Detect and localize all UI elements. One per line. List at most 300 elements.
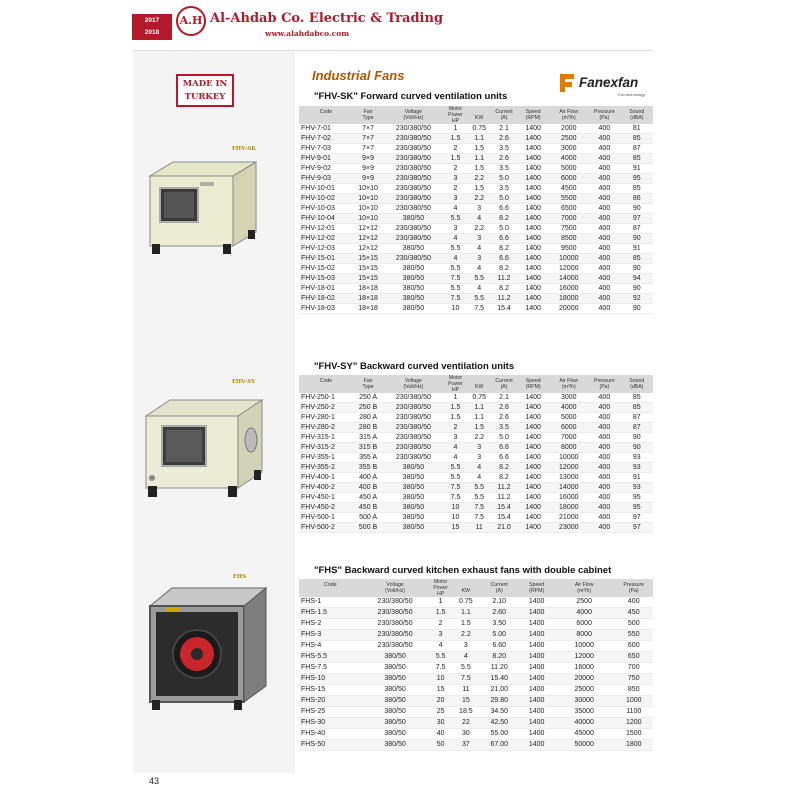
fanexfan-wordmark: Fanexfan [579,75,639,90]
table-cell: 3 [467,453,491,463]
table-cell: 85 [621,154,653,164]
table-cell: 1000 [615,696,653,707]
table-cell: 87 [621,144,653,154]
column-header [444,375,468,393]
column-header-line: Motor Power [433,579,448,591]
table-cell: 1.5 [444,413,468,423]
table-cell: 230/380/50 [383,234,443,244]
table-cell: FHV-400-1 [299,473,353,483]
table-row [299,413,653,423]
table-cell: 45000 [554,729,615,740]
table-row [299,652,653,663]
table-cell: 1400 [517,443,549,453]
table-cell: 3 [453,641,479,652]
table-cell: FHS-5.5 [299,652,362,663]
table-cell: 1400 [519,608,553,619]
table-cell: 400 [588,294,620,304]
table-cell: FHS-1 [299,597,362,608]
table-cell: FHV-15-02 [299,264,353,274]
table-cell: 7.5 [467,503,491,513]
table-cell: 400 [588,274,620,284]
fhs-unit-image [140,578,272,714]
table-cell: 4 [467,244,491,254]
table-cell: 1.5 [444,403,468,413]
table-cell: 2 [444,423,468,433]
column-header-line: Speed [529,582,545,588]
table-cell: 1 [444,393,468,403]
column-header-line: (Volt/Hz) [385,588,406,594]
table-cell: 2.2 [467,224,491,234]
table-cell: 1.1 [467,403,491,413]
column-header-line: (Pa) [599,115,610,121]
table-cell: 5.5 [467,483,491,493]
table-cell: 5.0 [491,194,517,204]
table-cell: 90 [621,264,653,274]
table-cell: 4 [467,473,491,483]
table-cell: 230/380/50 [383,224,443,234]
table-cell: 93 [621,463,653,473]
table-cell: 230/380/50 [362,608,429,619]
table-cell: FHV-10-03 [299,204,353,214]
column-header-line: Current [495,378,513,384]
year-badge [132,14,172,40]
table-cell: FHS-3 [299,630,362,641]
table-cell: 5.5 [467,274,491,284]
table-cell: 18×18 [353,284,383,294]
table-cell: 40000 [554,718,615,729]
table-cell: 315 B [353,443,383,453]
table-cell: 7.5 [444,493,468,503]
table-cell: 1.5 [444,134,468,144]
table-cell: 400 [588,154,620,164]
table-cell: 1400 [519,696,553,707]
table-row [299,423,653,433]
table-cell: 230/380/50 [383,254,443,264]
table-cell: 91 [621,244,653,254]
table-cell: 97 [621,513,653,523]
fhv-sy-spec-table [299,375,653,533]
table-cell: 1.5 [467,164,491,174]
table-cell: 14000 [549,274,588,284]
table-cell: 230/380/50 [383,413,443,423]
table-cell: 5.00 [479,630,519,641]
table-cell: 10 [428,674,452,685]
section-title: Industrial Fans [312,68,405,83]
table-cell: 380/50 [362,740,429,751]
table-row [299,513,653,523]
table-cell: 380/50 [383,503,443,513]
column-header-line: Speed [525,378,541,384]
table-cell: 35000 [554,707,615,718]
table-cell: FHV-15-01 [299,254,353,264]
column-header-line: (m³/h) [561,115,576,121]
table-cell: 5.0 [491,224,517,234]
table-cell: 230/380/50 [383,174,443,184]
table-cell: 90 [621,443,653,453]
table-cell: 3 [444,224,468,234]
table-cell: 1400 [517,284,549,294]
column-header-line: (Volt/Hz) [403,384,424,390]
table-cell: FHS-25 [299,707,362,718]
table-cell: 380/50 [383,264,443,274]
table-row [299,304,653,314]
table-cell: 380/50 [362,685,429,696]
table-cell: 10000 [549,254,588,264]
table-cell: 15×15 [353,274,383,284]
table-cell: FHV-18-03 [299,304,353,314]
table-cell: 10×10 [353,194,383,204]
table-cell: 10 [444,503,468,513]
table-cell: 8.2 [491,473,517,483]
column-header-line: Voltage [404,109,423,115]
column-header-line: (A) [500,115,508,121]
column-header [453,579,479,597]
table-cell: 1400 [517,134,549,144]
table-cell: 3 [467,234,491,244]
table-cell: 1400 [517,513,549,523]
table-cell: 1400 [517,413,549,423]
table-cell: 1.1 [453,608,479,619]
column-header-line: (dBA) [630,384,644,390]
table-cell: 10000 [549,453,588,463]
table-cell: 1400 [517,423,549,433]
table-cell: 95 [621,493,653,503]
column-header-line: (m³/h) [577,588,592,594]
table-row [299,443,653,453]
table-header-row [299,106,653,124]
table-cell: 1400 [517,154,549,164]
table-cell: 25 [428,707,452,718]
table-cell: FHV-7-02 [299,134,353,144]
table-cell: 7.5 [444,274,468,284]
table-cell: 1400 [517,214,549,224]
table-row [299,284,653,294]
table-cell: 1400 [517,254,549,264]
table-cell: 230/380/50 [383,433,443,443]
table-cell: 7.5 [428,663,452,674]
column-header-line: (RPM) [529,588,545,594]
column-header [467,375,491,393]
company-name: Al-Ahdab Co. Electric & Trading [210,11,444,26]
fhv-sy-unit-image [138,382,268,502]
table-cell: 230/380/50 [383,423,443,433]
table-cell: 50000 [554,740,615,751]
column-header-line: Motor Power [448,375,463,387]
table-cell: 1500 [615,729,653,740]
table-row [299,204,653,214]
table-cell: 21000 [549,513,588,523]
table-cell: 4 [444,443,468,453]
table-cell: FHV-250-1 [299,393,353,403]
column-header [299,106,353,124]
table-cell: 400 [588,244,620,254]
column-header [621,106,653,124]
column-header-line: Current [490,582,508,588]
table-cell: 230/380/50 [362,630,429,641]
table-cell: 1400 [519,641,553,652]
column-header-line: (Pa) [599,384,610,390]
table-cell: 15 [428,685,452,696]
table-cell: 1.5 [467,144,491,154]
table-cell: 400 [588,144,620,154]
table-cell: 1400 [519,652,553,663]
table-cell: FHV-10-04 [299,214,353,224]
table-cell: FHV-9-02 [299,164,353,174]
table-cell: 380/50 [383,523,443,533]
table-cell: 1 [428,597,452,608]
table-cell: 8000 [549,443,588,453]
table-cell: 1400 [517,184,549,194]
year-2017: 2017 [144,17,160,24]
table-cell: 6.6 [491,254,517,264]
table-cell: 1400 [517,403,549,413]
column-header [353,106,383,124]
table-cell: 315 A [353,433,383,443]
column-header [519,579,553,597]
table-row [299,503,653,513]
column-header [554,579,615,597]
table-cell: 6000 [554,619,615,630]
table-cell: 6000 [549,174,588,184]
table-cell: 34.50 [479,707,519,718]
table-cell: 230/380/50 [383,154,443,164]
column-header-line: (A) [495,588,503,594]
table-row [299,641,653,652]
column-header [588,375,620,393]
column-header-line: Type [362,115,374,121]
table-cell: 6500 [549,204,588,214]
column-header-line [299,384,353,390]
table-cell: 90 [621,204,653,214]
company-logo: A.H [176,6,206,36]
column-header [383,106,443,124]
table-row [299,244,653,254]
table-cell: 2.6 [491,134,517,144]
table-cell: 14000 [549,483,588,493]
table-cell: 1400 [519,630,553,641]
column-header-line: Pressure [593,109,615,115]
table-cell: FHV-12-01 [299,224,353,234]
table-cell: 20000 [554,674,615,685]
table-cell: 2500 [549,134,588,144]
column-header-line: Motor Power [448,106,463,118]
table-row [299,124,653,134]
table-cell: 650 [615,652,653,663]
badge-line-2: TURKEY [184,92,226,102]
table-cell: 1400 [517,503,549,513]
table-row [299,294,653,304]
table-cell: 750 [615,674,653,685]
table-cell: 1400 [517,274,549,284]
table-cell: 355 A [353,453,383,463]
column-header-line: KW [461,588,471,594]
table-cell: 1.5 [467,423,491,433]
table-cell: FHV-12-02 [299,234,353,244]
table-cell: 5.5 [444,284,468,294]
table-cell: 380/50 [383,294,443,304]
table-cell: 1400 [517,144,549,154]
column-header-line: Air Flow [574,582,594,588]
table-cell: 380/50 [362,729,429,740]
table-cell: 7000 [549,433,588,443]
table-cell: FHV-10-01 [299,184,353,194]
column-header-line: Type [362,384,374,390]
column-header-line: (m³/h) [561,384,576,390]
table-cell: 30000 [554,696,615,707]
column-header-line: Code [319,378,333,384]
table-cell: 5.5 [444,463,468,473]
table-row [299,597,653,608]
table-row [299,718,653,729]
table-cell: 380/50 [362,652,429,663]
table-cell: 400 [588,523,620,533]
table-cell: FHV-450-2 [299,503,353,513]
table-row [299,663,653,674]
table-cell: 1100 [615,707,653,718]
table-cell: 4000 [554,608,615,619]
table-cell: 90 [621,234,653,244]
table-cell: 1400 [517,204,549,214]
table-cell: 400 [588,304,620,314]
column-header [491,106,517,124]
table-cell: 400 [588,204,620,214]
table-cell: FHV-315-2 [299,443,353,453]
made-in-turkey-badge [176,74,234,107]
table-cell: 380/50 [383,214,443,224]
table-cell: 1.5 [467,184,491,194]
table-cell: 93 [621,483,653,493]
table-cell: 380/50 [362,718,429,729]
table-cell: 7×7 [353,134,383,144]
table-cell: 85 [621,393,653,403]
fhs-spec-table [299,579,653,751]
table-cell: 380/50 [383,244,443,254]
table-cell: FHV-400-2 [299,483,353,493]
table-row [299,254,653,264]
product-tag-fhs: FHS [233,574,247,580]
table-row [299,144,653,154]
table-cell: 400 [588,413,620,423]
table-row [299,194,653,204]
table-cell: 1400 [519,619,553,630]
table-cell: 16000 [549,493,588,503]
table-cell: 5.5 [453,663,479,674]
company-website[interactable]: www.alahdabco.com [265,29,350,38]
fanexfan-tagline: Fan technology [618,92,646,97]
table-cell: 230/380/50 [383,164,443,174]
table-cell: 11.2 [491,493,517,503]
table-cell: 7.5 [444,294,468,304]
table-cell: 2 [444,184,468,194]
table-cell: 400 [588,184,620,194]
table-cell: 7.5 [453,674,479,685]
column-header-line: HP [436,591,445,597]
table-cell: 500 A [353,513,383,523]
table-cell: 95 [621,503,653,513]
table-cell: 5.5 [444,264,468,274]
table-cell: 355 B [353,463,383,473]
table-cell: FHS-20 [299,696,362,707]
table-cell: 18.5 [453,707,479,718]
table-cell: FHV-500-2 [299,523,353,533]
column-header-line: Voltage [386,582,404,588]
table-cell: 7500 [549,224,588,234]
column-header-line: (dBA) [630,115,644,121]
fhv-sk-spec-table [299,106,653,314]
table-cell: 380/50 [383,483,443,493]
table-cell: 400 [588,234,620,244]
table-cell: 5.5 [467,493,491,503]
table-cell: 90 [621,433,653,443]
table-cell: 500 [615,619,653,630]
table-cell: 11.20 [479,663,519,674]
table-header-row [299,375,653,393]
table-cell: 700 [615,663,653,674]
table-cell: 1400 [517,164,549,174]
table-cell: 230/380/50 [362,597,429,608]
table-cell: FHV-9-03 [299,174,353,184]
table-row [299,274,653,284]
table-cell: 380/50 [383,473,443,483]
table-cell: 10 [444,513,468,523]
table-cell: 16000 [554,663,615,674]
table-cell: 2.2 [467,174,491,184]
column-header-line: (RPM) [525,115,541,121]
table-cell: 1400 [519,685,553,696]
table-cell: 4 [467,284,491,294]
table-cell: 3.50 [479,619,519,630]
table-cell: 380/50 [383,284,443,294]
table-cell: 6.6 [491,234,517,244]
column-header-line: (Volt/Hz) [403,115,424,121]
column-header-line: Pressure [593,378,615,384]
table-cell: 4 [444,453,468,463]
table-cell: 95 [621,174,653,184]
table-cell: 91 [621,164,653,174]
table-cell: 87 [621,224,653,234]
table-row [299,403,653,413]
table-cell: FHV-250-2 [299,403,353,413]
table-cell: 13000 [549,473,588,483]
table-cell: 86 [621,194,653,204]
table-cell: 90 [621,284,653,294]
table-cell: 0.75 [467,393,491,403]
table-cell: 1400 [517,224,549,234]
table-cell: 380/50 [383,463,443,473]
table-cell: 29.80 [479,696,519,707]
table-cell: 1.1 [467,413,491,423]
table-cell: 2.1 [491,124,517,134]
table-cell: 400 [588,493,620,503]
table-cell: 1400 [517,473,549,483]
table-cell: 9×9 [353,154,383,164]
table-cell: 250 A [353,393,383,403]
table-cell: 92 [621,294,653,304]
table-cell: 21.0 [491,523,517,533]
table-cell: 250 B [353,403,383,413]
table-cell: 6.6 [491,443,517,453]
column-header [621,375,653,393]
table-cell: 25000 [554,685,615,696]
table-cell: 87 [621,423,653,433]
table-cell: 10×10 [353,214,383,224]
table-cell: 40 [428,729,452,740]
table-title-fhv-sy: "FHV-SY" Backward curved ventilation units [314,361,515,372]
table-row [299,674,653,685]
column-header [362,579,429,597]
table-cell: 2.10 [479,597,519,608]
year-2018: 2018 [144,29,160,36]
